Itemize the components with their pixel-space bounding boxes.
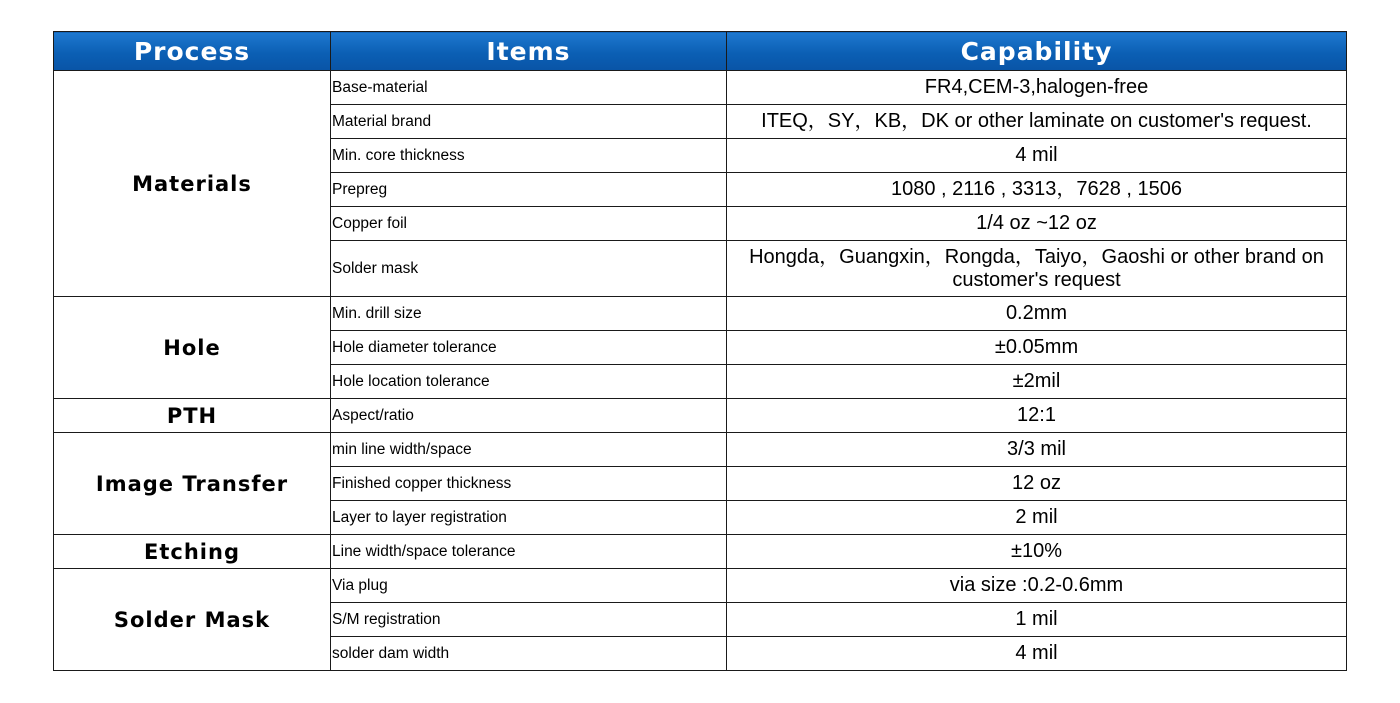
item-cell: Solder mask (331, 241, 727, 297)
capability-table (53, 31, 1347, 671)
item-cell: Via plug (331, 569, 727, 603)
item-cell: Prepreg (331, 173, 727, 207)
table-body (54, 71, 1347, 671)
table-row (54, 433, 1347, 467)
table-row (54, 297, 1347, 331)
capability-cell: 12:1 (727, 399, 1347, 433)
item-cell: Min. core thickness (331, 139, 727, 173)
capability-cell: 4 mil (727, 139, 1347, 173)
capability-cell: 1 mil (727, 603, 1347, 637)
item-cell: Min. drill size (331, 297, 727, 331)
item-cell: Layer to layer registration (331, 501, 727, 535)
header-process: Process (54, 32, 331, 71)
capability-cell: via size :0.2-0.6mm (727, 569, 1347, 603)
item-cell: Base-material (331, 71, 727, 105)
process-cell: PTH (54, 399, 331, 433)
process-cell: Etching (54, 535, 331, 569)
table-row (54, 71, 1347, 105)
item-cell: min line width/space (331, 433, 727, 467)
item-cell: S/M registration (331, 603, 727, 637)
capability-cell: 4 mil (727, 637, 1347, 671)
capability-cell: Hongda，Guangxin，Rongda，Taiyo，Gaoshi or other brand on customer's request (727, 241, 1347, 297)
header-capability: Capability (727, 32, 1347, 71)
item-cell: Hole location tolerance (331, 365, 727, 399)
process-cell: Solder Mask (54, 569, 331, 671)
table-row (54, 399, 1347, 433)
table-row (54, 569, 1347, 603)
process-cell: Image Transfer (54, 433, 331, 535)
capability-cell: 1080 , 2116 , 3313，7628 , 1506 (727, 173, 1347, 207)
capability-cell: ±0.05mm (727, 331, 1347, 365)
capability-cell: 0.2mm (727, 297, 1347, 331)
table-row (54, 535, 1347, 569)
item-cell: Material brand (331, 105, 727, 139)
item-cell: solder dam width (331, 637, 727, 671)
capability-cell: 3/3 mil (727, 433, 1347, 467)
capability-cell: FR4,CEM-3,halogen-free (727, 71, 1347, 105)
process-cell: Materials (54, 71, 331, 297)
item-cell: Finished copper thickness (331, 467, 727, 501)
header-items: Items (331, 32, 727, 71)
item-cell: Hole diameter tolerance (331, 331, 727, 365)
capability-cell: 1/4 oz ~12 oz (727, 207, 1347, 241)
process-cell: Hole (54, 297, 331, 399)
item-cell: Copper foil (331, 207, 727, 241)
table-header (54, 32, 1347, 71)
capability-cell: 2 mil (727, 501, 1347, 535)
capability-table-container (53, 31, 1346, 671)
item-cell: Line width/space tolerance (331, 535, 727, 569)
item-cell: Aspect/ratio (331, 399, 727, 433)
capability-cell: ±2mil (727, 365, 1347, 399)
capability-cell: ITEQ，SY，KB，DK or other laminate on customer's request. (727, 105, 1347, 139)
capability-cell: ±10% (727, 535, 1347, 569)
header-row (54, 32, 1347, 71)
capability-cell: 12 oz (727, 467, 1347, 501)
